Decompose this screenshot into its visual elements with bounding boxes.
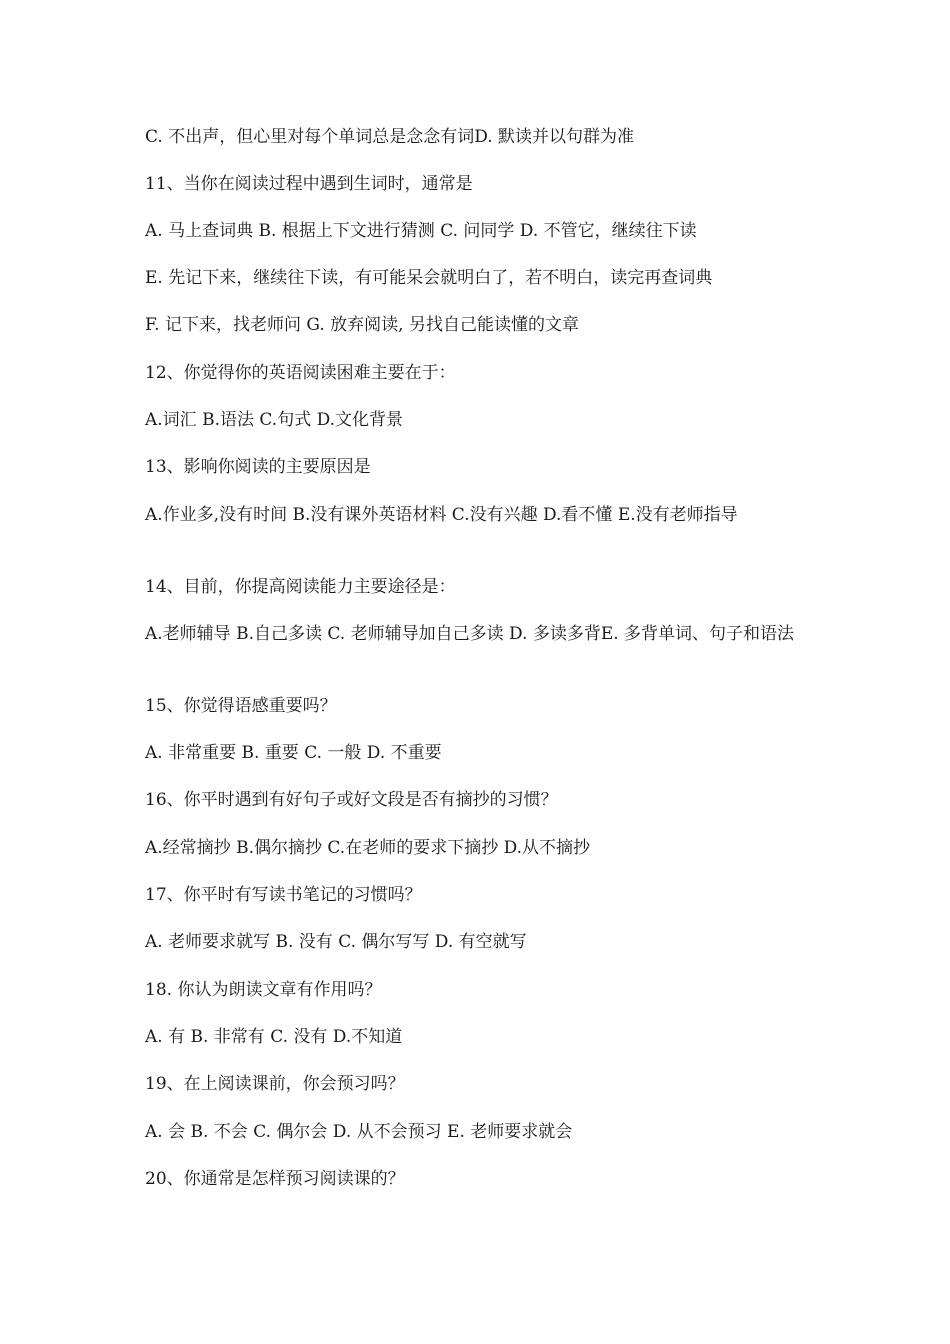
- options-12: A.词汇 B.语法 C.句式 D.文化背景: [145, 410, 404, 430]
- text-line: C. 不出声，但心里对每个单词总是念念有词D. 默读并以句群为准: [145, 127, 635, 147]
- question-17: 17、你平时有写读书笔记的习惯吗？: [145, 885, 422, 905]
- options-18: A. 有 B. 非常有 C. 没有 D.不知道: [145, 1027, 403, 1047]
- question-20: 20、你通常是怎样预习阅读课的？: [145, 1169, 405, 1189]
- question-14: 14、目前，你提高阅读能力主要途径是：: [145, 577, 456, 597]
- options-15: A. 非常重要 B. 重要 C. 一般 D. 不重要: [145, 743, 442, 763]
- question-12: 12、你觉得你的英语阅读困难主要在于：: [145, 363, 456, 383]
- options-11-a: A. 马上查词典 B. 根据上下文进行猜测 C. 问同学 D. 不管它，继续往下读: [145, 221, 697, 241]
- options-13: A.作业多,没有时间 B.没有课外英语材料 C.没有兴趣 D.看不懂 E.没有老师指导: [145, 505, 738, 525]
- options-11-e: E. 先记下来，继续往下读，有可能呆会就明白了，若不明白，读完再查词典: [145, 268, 713, 288]
- question-19: 19、在上阅读课前，你会预习吗？: [145, 1074, 405, 1094]
- question-11: 11、当你在阅读过程中遇到生词时，通常是: [145, 174, 473, 194]
- options-16: A.经常摘抄 B.偶尔摘抄 C.在老师的要求下摘抄 D.从不摘抄: [145, 838, 591, 858]
- options-17: A. 老师要求就写 B. 没有 C. 偶尔写写 D. 有空就写: [145, 932, 527, 952]
- question-13: 13、影响你阅读的主要原因是: [145, 457, 371, 477]
- question-15: 15、你觉得语感重要吗？: [145, 696, 337, 716]
- options-14: A.老师辅导 B.自己多读 C. 老师辅导加自己多读 D. 多读多背E. 多背单词、句子和语法: [145, 624, 795, 644]
- options-11-f: F. 记下来，找老师问 G. 放弃阅读, 另找自己能读懂的文章: [145, 315, 579, 335]
- options-19: A. 会 B. 不会 C. 偶尔会 D. 从不会预习 E. 老师要求就会: [145, 1122, 573, 1142]
- question-18: 18. 你认为朗读文章有作用吗？: [145, 980, 382, 1000]
- question-16: 16、你平时遇到有好句子或好文段是否有摘抄的习惯？: [145, 790, 558, 810]
